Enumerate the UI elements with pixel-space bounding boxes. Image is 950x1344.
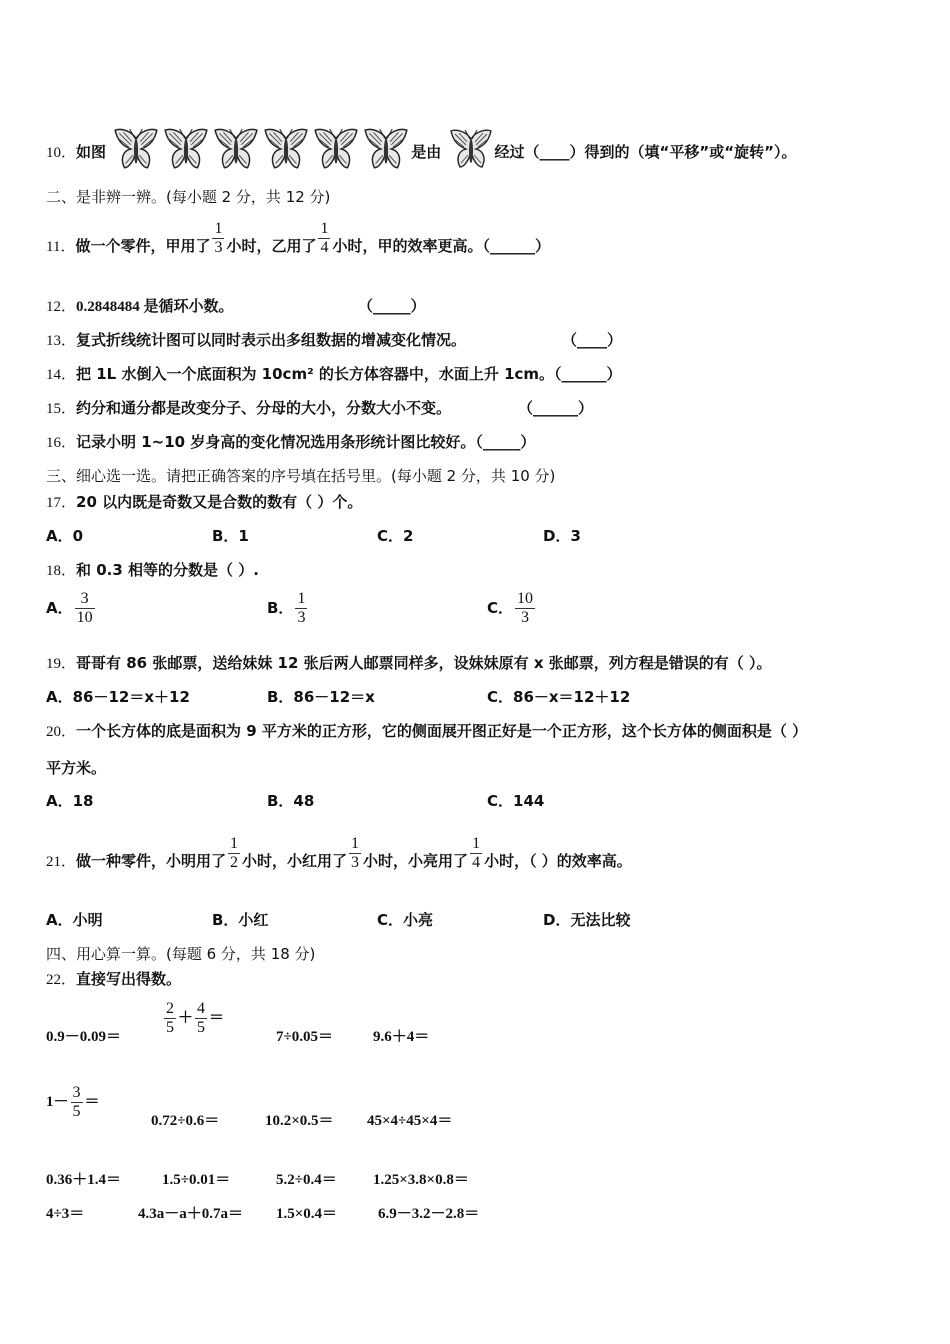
question-text: 和 0.3 相等的分数是（ ）. bbox=[76, 561, 259, 579]
calc-item: 4÷3＝ bbox=[46, 1206, 85, 1222]
numerator: 4 bbox=[197, 1000, 206, 1017]
question-text: 如图 bbox=[76, 143, 107, 161]
option-c: C．86－x＝12＋12 bbox=[487, 688, 631, 706]
question-18 bbox=[46, 560, 259, 581]
section-4-heading: 四、用心算一算。(每题 6 分，共 18 分) bbox=[46, 945, 316, 963]
fraction bbox=[515, 590, 535, 627]
question-number: 17． bbox=[46, 495, 77, 511]
numerator: 1 bbox=[472, 835, 481, 852]
calc-item bbox=[162, 1000, 224, 1037]
denominator: 4 bbox=[472, 854, 481, 871]
question-number: 18． bbox=[46, 563, 77, 579]
question-text: 0.2848484 是循环小数。 bbox=[76, 299, 234, 315]
question-text: 把 1L 水倒入一个底面积为 10cm² 的长方体容器中，水面上升 1cm。（______） bbox=[76, 365, 622, 383]
question-text: 记录小明 1~10 岁身高的变化情况选用条形统计图比较好。（_____） bbox=[76, 433, 536, 451]
denominator: 3 bbox=[351, 854, 360, 871]
option-c: C．2 bbox=[377, 527, 414, 545]
equals-sign: ＝ bbox=[84, 1093, 100, 1110]
question-text: 经过（____）得到的（填“平移”或“旋转”）。 bbox=[494, 143, 797, 161]
calc-item: 6.9－3.2－2.8＝ bbox=[378, 1206, 480, 1222]
denominator: 5 bbox=[197, 1019, 206, 1036]
butterfly-icon bbox=[362, 126, 410, 179]
question-text: 小时，小亮用了 bbox=[363, 852, 469, 870]
option-b: B．1 bbox=[212, 527, 249, 545]
question-number: 10． bbox=[46, 145, 77, 161]
butterfly-icon bbox=[262, 126, 310, 179]
fraction bbox=[228, 835, 240, 872]
denominator: 5 bbox=[166, 1019, 174, 1036]
butterfly-icon bbox=[162, 126, 210, 179]
option-label: B． bbox=[267, 599, 294, 617]
calc-item: 1.5×0.4＝ bbox=[276, 1206, 338, 1222]
question-text: 是由 bbox=[411, 143, 442, 161]
question-text: 做一个零件，甲用了 bbox=[75, 237, 211, 255]
equals-sign: ＝ bbox=[209, 1009, 225, 1026]
calc-item: 0.72÷0.6＝ bbox=[151, 1113, 220, 1129]
denominator: 2 bbox=[230, 854, 239, 871]
question-15 bbox=[46, 398, 451, 419]
question-text: 哥哥有 86 张邮票，送给妹妹 12 张后两人邮票同样多，设妹妹原有 x 张邮票，列方程是错误的有（ ）。 bbox=[76, 654, 772, 672]
question-22 bbox=[46, 969, 181, 990]
option-a: A．86－12＝x＋12 bbox=[46, 688, 190, 706]
question-16 bbox=[46, 432, 535, 453]
fraction bbox=[71, 1084, 83, 1121]
question-text: 约分和通分都是改变分子、分母的大小，分数大小不变。 bbox=[76, 399, 452, 417]
question-text: 小时，（ ）的效率高。 bbox=[484, 852, 632, 870]
question-10 bbox=[46, 126, 796, 179]
calc-item: 7÷0.05＝ bbox=[276, 1029, 333, 1045]
question-number: 11． bbox=[46, 239, 76, 255]
denominator: 5 bbox=[72, 1103, 81, 1120]
question-text: 小时，乙用了 bbox=[226, 237, 317, 255]
numerator: 3 bbox=[72, 1084, 81, 1101]
fraction bbox=[212, 220, 224, 257]
question-number: 16． bbox=[46, 435, 77, 451]
question-number: 22． bbox=[46, 972, 77, 988]
answer-blank: 小时，甲的效率更高。（______） bbox=[332, 237, 550, 255]
fraction bbox=[164, 1000, 176, 1037]
calc-item: 5.2÷0.4＝ bbox=[276, 1172, 337, 1188]
question-text: 做一种零件，小明用了 bbox=[76, 852, 227, 870]
fraction bbox=[195, 1000, 207, 1037]
butterfly-icon bbox=[212, 126, 260, 179]
option-b: B．86－12＝x bbox=[267, 688, 375, 706]
fraction bbox=[470, 835, 482, 872]
question-11 bbox=[46, 220, 550, 257]
fraction bbox=[295, 590, 307, 627]
question-number: 12． bbox=[46, 299, 77, 315]
numerator: 2 bbox=[166, 1000, 174, 1017]
numerator: 1 bbox=[351, 835, 360, 852]
section-2-heading: 二、是非辨一辨。(每小题 2 分，共 12 分) bbox=[46, 188, 331, 206]
calc-item: 0.9－0.09＝ bbox=[46, 1029, 122, 1045]
question-text: 小时，小红用了 bbox=[242, 852, 348, 870]
butterfly-icon bbox=[448, 127, 494, 178]
option-b: B．小红 bbox=[212, 911, 269, 929]
numerator: 1 bbox=[214, 220, 223, 237]
option-label: C． bbox=[487, 599, 514, 617]
option-a: A．0 bbox=[46, 527, 84, 545]
option-d: D．3 bbox=[543, 527, 581, 545]
option-b bbox=[267, 590, 309, 627]
butterfly-icon bbox=[112, 126, 160, 179]
question-text: 20 以内既是奇数又是合数的数有（ ）个。 bbox=[76, 493, 363, 511]
numerator: 1 bbox=[297, 590, 306, 607]
option-c: C．小亮 bbox=[377, 911, 434, 929]
calc-item: 0.36＋1.4＝ bbox=[46, 1172, 122, 1188]
butterfly-icon bbox=[312, 126, 360, 179]
numerator: 3 bbox=[75, 590, 95, 609]
question-number: 19． bbox=[46, 656, 77, 672]
question-number: 14． bbox=[46, 367, 77, 383]
denominator: 3 bbox=[214, 239, 223, 256]
calc-item: 1.25×3.8×0.8＝ bbox=[373, 1172, 469, 1188]
calc-item: 9.6＋4＝ bbox=[373, 1029, 430, 1045]
denominator: 3 bbox=[297, 609, 306, 626]
option-d: D．无法比较 bbox=[543, 911, 631, 929]
question-text: 平方米。 bbox=[46, 759, 107, 777]
calc-item: 1.5÷0.01＝ bbox=[162, 1172, 231, 1188]
fraction bbox=[349, 835, 361, 872]
question-17 bbox=[46, 492, 362, 513]
calc-text: 1－ bbox=[46, 1093, 69, 1110]
numerator: 1 bbox=[230, 835, 239, 852]
question-21 bbox=[46, 835, 632, 872]
option-a bbox=[46, 590, 97, 627]
question-13 bbox=[46, 330, 466, 351]
question-text: 复式折线统计图可以同时表示出多组数据的增减变化情况。 bbox=[76, 331, 467, 349]
question-number: 21． bbox=[46, 854, 77, 870]
denominator: 10 bbox=[76, 609, 93, 626]
numerator: 1 bbox=[320, 220, 329, 237]
question-number: 15． bbox=[46, 401, 77, 417]
option-label: A． bbox=[46, 599, 73, 617]
denominator: 3 bbox=[521, 609, 530, 626]
question-number: 13． bbox=[46, 333, 77, 349]
denominator: 4 bbox=[320, 239, 329, 256]
question-19 bbox=[46, 653, 772, 674]
calc-item: 10.2×0.5＝ bbox=[265, 1113, 334, 1129]
question-14 bbox=[46, 364, 622, 385]
question-12 bbox=[46, 296, 234, 317]
option-c bbox=[487, 590, 537, 627]
option-a: A．18 bbox=[46, 792, 94, 810]
fraction bbox=[318, 220, 330, 257]
plus-sign: ＋ bbox=[178, 1009, 194, 1026]
answer-blank: （______） bbox=[518, 399, 594, 417]
option-b: B．48 bbox=[267, 792, 315, 810]
numerator: 10 bbox=[517, 590, 534, 607]
calc-item: 45×4÷45×4＝ bbox=[367, 1113, 453, 1129]
calc-item bbox=[46, 1084, 100, 1121]
answer-blank: （_____） bbox=[358, 297, 426, 315]
fraction bbox=[75, 590, 95, 627]
answer-blank: （____） bbox=[562, 331, 623, 349]
option-a: A．小明 bbox=[46, 911, 103, 929]
question-number: 20． bbox=[46, 724, 77, 740]
section-3-heading: 三、细心选一选。请把正确答案的序号填在括号里。(每小题 2 分，共 10 分) bbox=[46, 467, 556, 485]
option-c: C．144 bbox=[487, 792, 545, 810]
butterfly-row bbox=[111, 143, 411, 161]
question-20 bbox=[46, 721, 807, 742]
calc-item: 4.3a－a＋0.7a＝ bbox=[138, 1206, 244, 1222]
question-text: 直接写出得数。 bbox=[76, 970, 182, 988]
question-text: 一个长方体的底是面积为 9 平方米的正方形，它的侧面展开图正好是一个正方形，这个长方体的侧面积是（ ） bbox=[76, 722, 808, 740]
